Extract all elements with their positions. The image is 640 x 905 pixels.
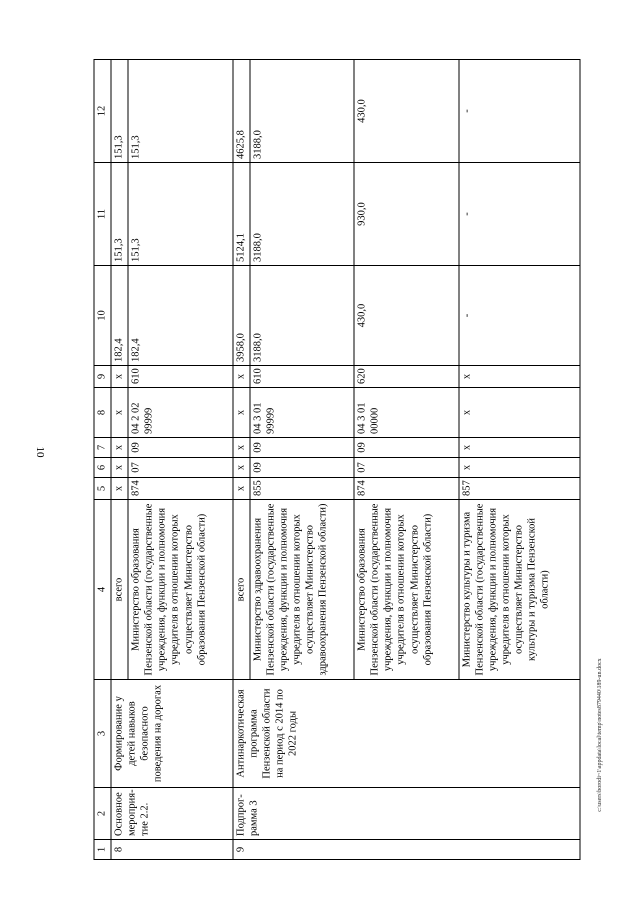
row-code: Подпрог-рамма 3 — [233, 788, 580, 840]
cell-rz: 09 — [250, 458, 355, 478]
cell-grbs: 857 — [459, 478, 580, 500]
cell-rz: 07 — [128, 458, 233, 478]
cell-amount-11: - — [459, 163, 580, 266]
cell-pr: 09 — [354, 438, 459, 458]
header-cell: 10 — [94, 266, 111, 366]
cell-amount-10: 3958,0 — [233, 266, 250, 366]
cell-rz: x — [233, 458, 250, 478]
cell-vr: x — [459, 366, 580, 388]
header-cell: 6 — [94, 458, 111, 478]
header-cell: 2 — [94, 788, 111, 840]
cell-vr: x — [233, 366, 250, 388]
cell-grbs: x — [111, 478, 128, 500]
row-code: Основное мероприя-тие 2.2. — [111, 788, 233, 840]
cell-csr: 04 3 01 00000 — [354, 388, 459, 438]
cell-grbs: 874 — [354, 478, 459, 500]
cell-rz: x — [111, 458, 128, 478]
cell-pr: x — [111, 438, 128, 458]
row-title: Антинаркотическая программа Пензенской области на период с 2014 по 2022 годы — [233, 680, 580, 788]
cell-pr: x — [459, 438, 580, 458]
cell-amount-12: 430,0 — [354, 60, 459, 163]
page-number: 10 — [34, 446, 46, 458]
cell-amount-10: - — [459, 266, 580, 366]
row-number: 9 — [233, 840, 580, 860]
cell-recipient: Министерство образования Пензенской области (государственные учреждения, функции и полномочия учредителя в отношении которых осуществляет Министерство образования Пензенской области) — [354, 500, 459, 680]
cell-amount-12: - — [459, 60, 580, 163]
header-cell: 11 — [94, 163, 111, 266]
header-cell: 5 — [94, 478, 111, 500]
header-cell: 3 — [94, 680, 111, 788]
cell-vr: 620 — [354, 366, 459, 388]
cell-amount-12: 3188,0 — [250, 60, 355, 163]
table-row — [111, 60, 128, 860]
header-cell: 1 — [94, 840, 111, 860]
cell-grbs: 874 — [128, 478, 233, 500]
rotated-table-wrapper — [94, 60, 581, 860]
cell-pr: 09 — [128, 438, 233, 458]
cell-recipient: всего — [233, 500, 250, 680]
cell-csr: x — [111, 388, 128, 438]
cell-amount-11: 5124,1 — [233, 163, 250, 266]
cell-vr: 610 — [128, 366, 233, 388]
budget-table — [94, 59, 581, 860]
cell-amount-10: 182,4 — [128, 266, 233, 366]
header-cell: 9 — [94, 366, 111, 388]
header-cell: 7 — [94, 438, 111, 458]
cell-csr: x — [233, 388, 250, 438]
cell-amount-11: 151,3 — [128, 163, 233, 266]
row-title: Формирование у детей навыков безопасного поведения на дорогах — [111, 680, 233, 788]
header-cell: 4 — [94, 500, 111, 680]
cell-recipient: Министерство культуры и туризма Пензенской области (государственные учреждения, функции и полномочия учредителя в отношении которых осуществляет Министерство культуры и туризма Пензенской области) — [459, 500, 580, 680]
cell-amount-11: 151,3 — [111, 163, 128, 266]
cell-pr: x — [233, 438, 250, 458]
cell-amount-12: 4625,8 — [233, 60, 250, 163]
cell-amount-12: 151,3 — [111, 60, 128, 163]
table-row — [233, 60, 250, 860]
cell-amount-11: 3188,0 — [250, 163, 355, 266]
cell-amount-10: 182,4 — [111, 266, 128, 366]
column-number-header — [94, 60, 111, 860]
cell-recipient: Министерство здравоохранения Пензенской области (государственные учреждения, функции и полномочия учредителя в отношении которых осуществляет Министерство здравоохранения Пензенской области) — [250, 500, 355, 680]
cell-recipient: всего — [111, 500, 128, 680]
cell-amount-12: 151,3 — [128, 60, 233, 163]
cell-csr: 04 3 01 99999 — [250, 388, 355, 438]
cell-grbs: x — [233, 478, 250, 500]
cell-pr: 09 — [250, 438, 355, 458]
cell-rz: 07 — [354, 458, 459, 478]
cell-grbs: 855 — [250, 478, 355, 500]
cell-amount-10: 3188,0 — [250, 266, 355, 366]
header-cell: 8 — [94, 388, 111, 438]
cell-amount-11: 930,0 — [354, 163, 459, 266]
file-path-footer: c:\users\borodi~1\appdata\local\temp\notes879440\189-un.docx — [597, 658, 603, 812]
cell-vr: x — [111, 366, 128, 388]
cell-vr: 610 — [250, 366, 355, 388]
cell-recipient: Министерство образования Пензенской области (государственные учреждения, функции и полномочия учредителя в отношении которых осуществляет Министерство образования Пензенской области) — [128, 500, 233, 680]
cell-csr: x — [459, 388, 580, 438]
cell-amount-10: 430,0 — [354, 266, 459, 366]
header-cell: 12 — [94, 60, 111, 163]
cell-csr: 04 2 02 99999 — [128, 388, 233, 438]
cell-rz: x — [459, 458, 580, 478]
row-number: 8 — [111, 840, 233, 860]
